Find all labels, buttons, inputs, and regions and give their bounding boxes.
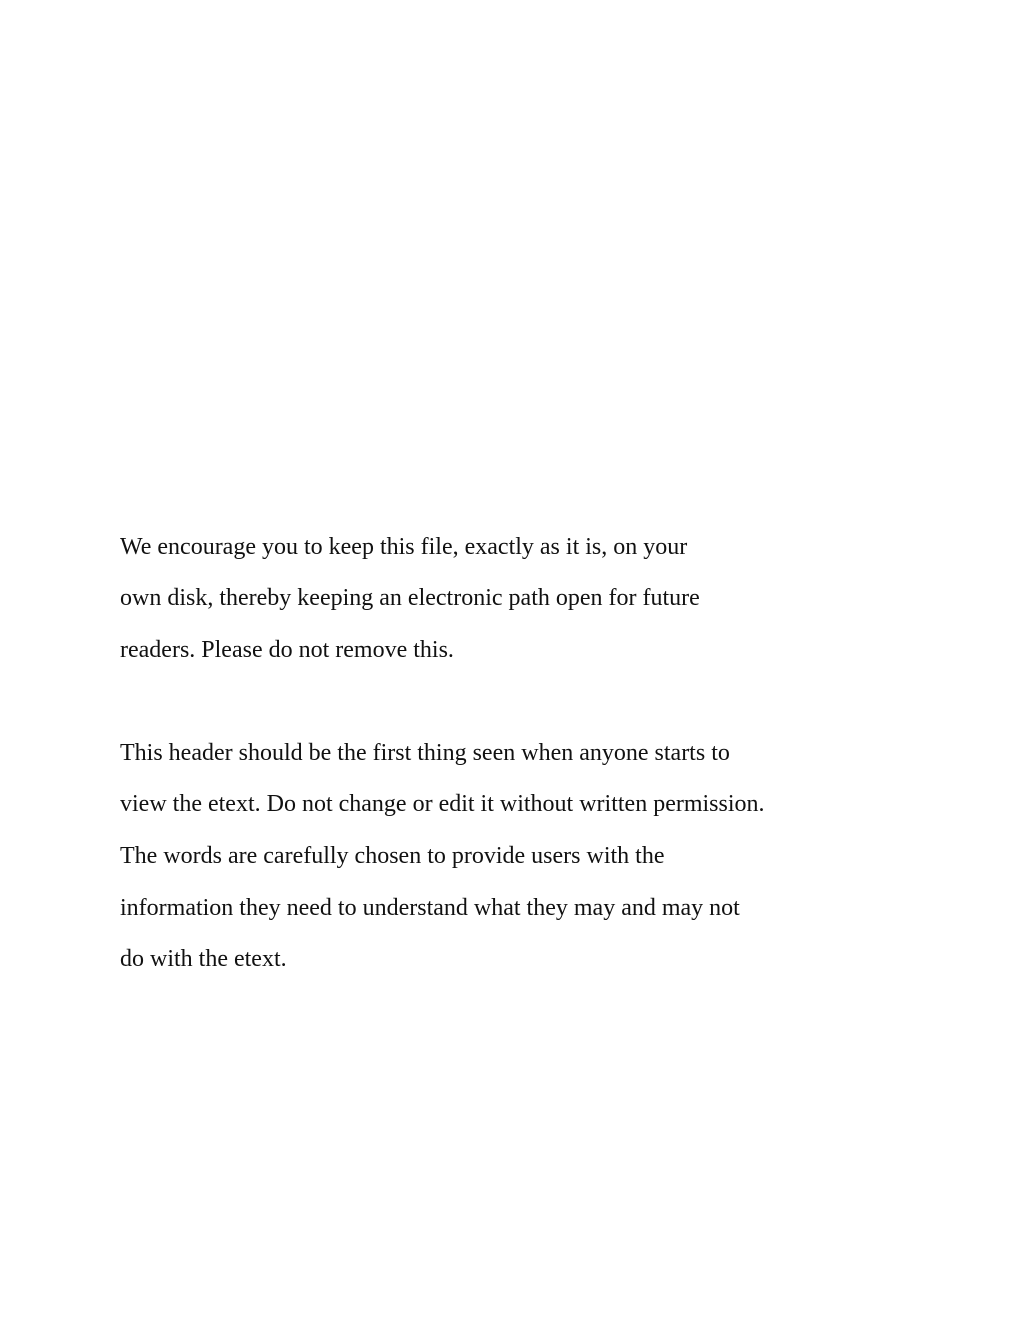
text-line: readers. Please do not remove this. xyxy=(120,637,454,663)
text-line: view the etext. Do not change or edit it without written permission. xyxy=(120,791,765,817)
text-line: The words are carefully chosen to provide users with the xyxy=(120,843,665,869)
text-line: This header should be the first thing seen when anyone starts to xyxy=(120,740,730,766)
text-line: do with the etext. xyxy=(120,946,287,972)
text-line: information they need to understand what they may and may not xyxy=(120,895,740,921)
text-line: We encourage you to keep this file, exactly as it is, on your xyxy=(120,534,688,560)
text-line: own disk, thereby keeping an electronic path open for future xyxy=(120,585,700,611)
